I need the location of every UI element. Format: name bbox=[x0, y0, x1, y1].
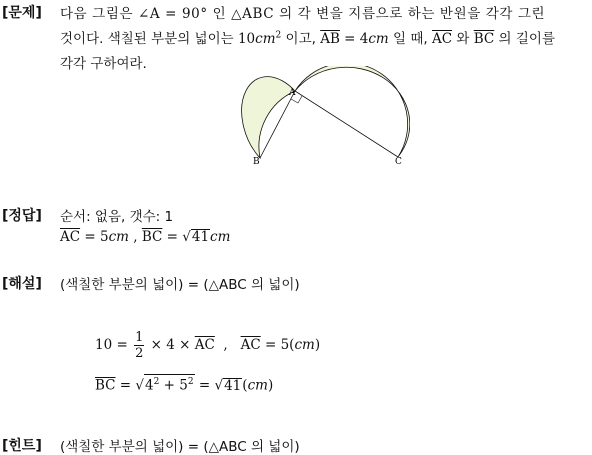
explanation-eq-2: $\overline{BC} = √4^2 + 5^2 = √41(cm)$ bbox=[95, 374, 273, 394]
explanation-line-1: (색칠한 부분의 넓이) = (△ABC 의 넓이) bbox=[60, 277, 300, 293]
ab-unit: cm bbox=[368, 31, 389, 47]
bc-unit: cm bbox=[210, 229, 231, 245]
angle-a: ∠A = 90° bbox=[138, 6, 208, 22]
shaded-region-ab bbox=[242, 77, 295, 158]
root-41: 41 bbox=[224, 377, 242, 394]
segment-bc: $\overline{BC}$ bbox=[473, 31, 495, 47]
text: 것이다. 색칠된 부분의 넓이는 bbox=[60, 31, 238, 47]
exp: 2 bbox=[153, 377, 160, 387]
fraction-half bbox=[134, 330, 144, 361]
triangle-abc: △ABC bbox=[231, 6, 275, 22]
segment-ac: $\overline{AC}$ bbox=[194, 337, 215, 353]
text: 일 때, bbox=[388, 31, 432, 47]
explanation-eq-1 bbox=[95, 330, 320, 361]
shaded-region-ac bbox=[295, 66, 410, 157]
equals: = bbox=[162, 229, 183, 245]
text: ) bbox=[267, 377, 274, 394]
answer-tag: [정답] bbox=[2, 208, 42, 224]
segment-ac: $\overline{AC}$ bbox=[60, 229, 81, 245]
text: 의 각 변을 지름으로 하는 반원을 각각 그린 bbox=[274, 6, 546, 22]
base-4: 4 bbox=[145, 377, 154, 394]
text: 다음 그림은 bbox=[60, 6, 138, 22]
ac-unit: cm bbox=[108, 229, 129, 245]
exp: 2 bbox=[187, 377, 194, 387]
area-exp: 2 bbox=[275, 30, 282, 41]
hint-line-1: (색칠한 부분의 넓이) = (△ABC 의 넓이) bbox=[60, 439, 300, 455]
equals: = bbox=[115, 377, 136, 394]
ac-value: = 5 bbox=[80, 229, 109, 245]
text: × 4 × bbox=[146, 337, 195, 353]
segment-bc: $\overline{BC}$ bbox=[141, 229, 163, 245]
separator: , bbox=[214, 337, 241, 353]
label-b: B bbox=[253, 157, 260, 167]
plus-5: + 5 bbox=[159, 377, 188, 394]
segment-ac: $\overline{AC}$ bbox=[432, 31, 453, 47]
numerator: 1 bbox=[135, 330, 144, 345]
answer-line-2: $\overline{AC} = 5cm$ , $\overline{BC} = √41cm$ bbox=[60, 229, 231, 245]
separator: , bbox=[128, 229, 142, 245]
text: 10 = bbox=[95, 337, 133, 353]
problem-tag: [문제] bbox=[2, 5, 42, 21]
equals: = bbox=[194, 377, 215, 394]
text: = 5( bbox=[260, 337, 295, 353]
segment-bc: $\overline{BC}$ bbox=[95, 377, 116, 394]
semicircle-figure bbox=[240, 66, 410, 170]
area-value: 10 bbox=[237, 31, 256, 47]
unit: cm bbox=[247, 377, 268, 394]
text: 이고, bbox=[281, 31, 321, 47]
side-ac bbox=[295, 91, 398, 157]
denominator: 2 bbox=[135, 346, 144, 361]
text: 의 길이를 bbox=[494, 31, 555, 47]
label-c: C bbox=[395, 157, 402, 167]
label-a: A bbox=[289, 88, 296, 98]
answer-line-1: 순서: 없음, 갯수: 1 bbox=[60, 209, 174, 225]
problem-line-2 bbox=[60, 27, 555, 47]
unit: cm bbox=[294, 337, 315, 353]
ab-value: = 4 bbox=[339, 31, 369, 47]
area-unit: cm bbox=[255, 31, 276, 47]
text: ( bbox=[242, 377, 248, 394]
explanation-tag: [해설] bbox=[2, 276, 42, 292]
hint-tag: [힌트] bbox=[2, 438, 42, 454]
bc-root: 41 bbox=[191, 229, 210, 245]
segment-ab: $\overline{AB}$ bbox=[320, 31, 340, 47]
segment-ac: $\overline{AC}$ bbox=[240, 337, 261, 353]
problem-line-1 bbox=[60, 2, 545, 22]
text: 와 bbox=[452, 31, 474, 47]
text: 인 bbox=[207, 6, 232, 22]
radicand bbox=[144, 374, 195, 393]
problem-line-3: 각각 구하여라. bbox=[60, 56, 147, 72]
text: ) bbox=[314, 337, 321, 353]
